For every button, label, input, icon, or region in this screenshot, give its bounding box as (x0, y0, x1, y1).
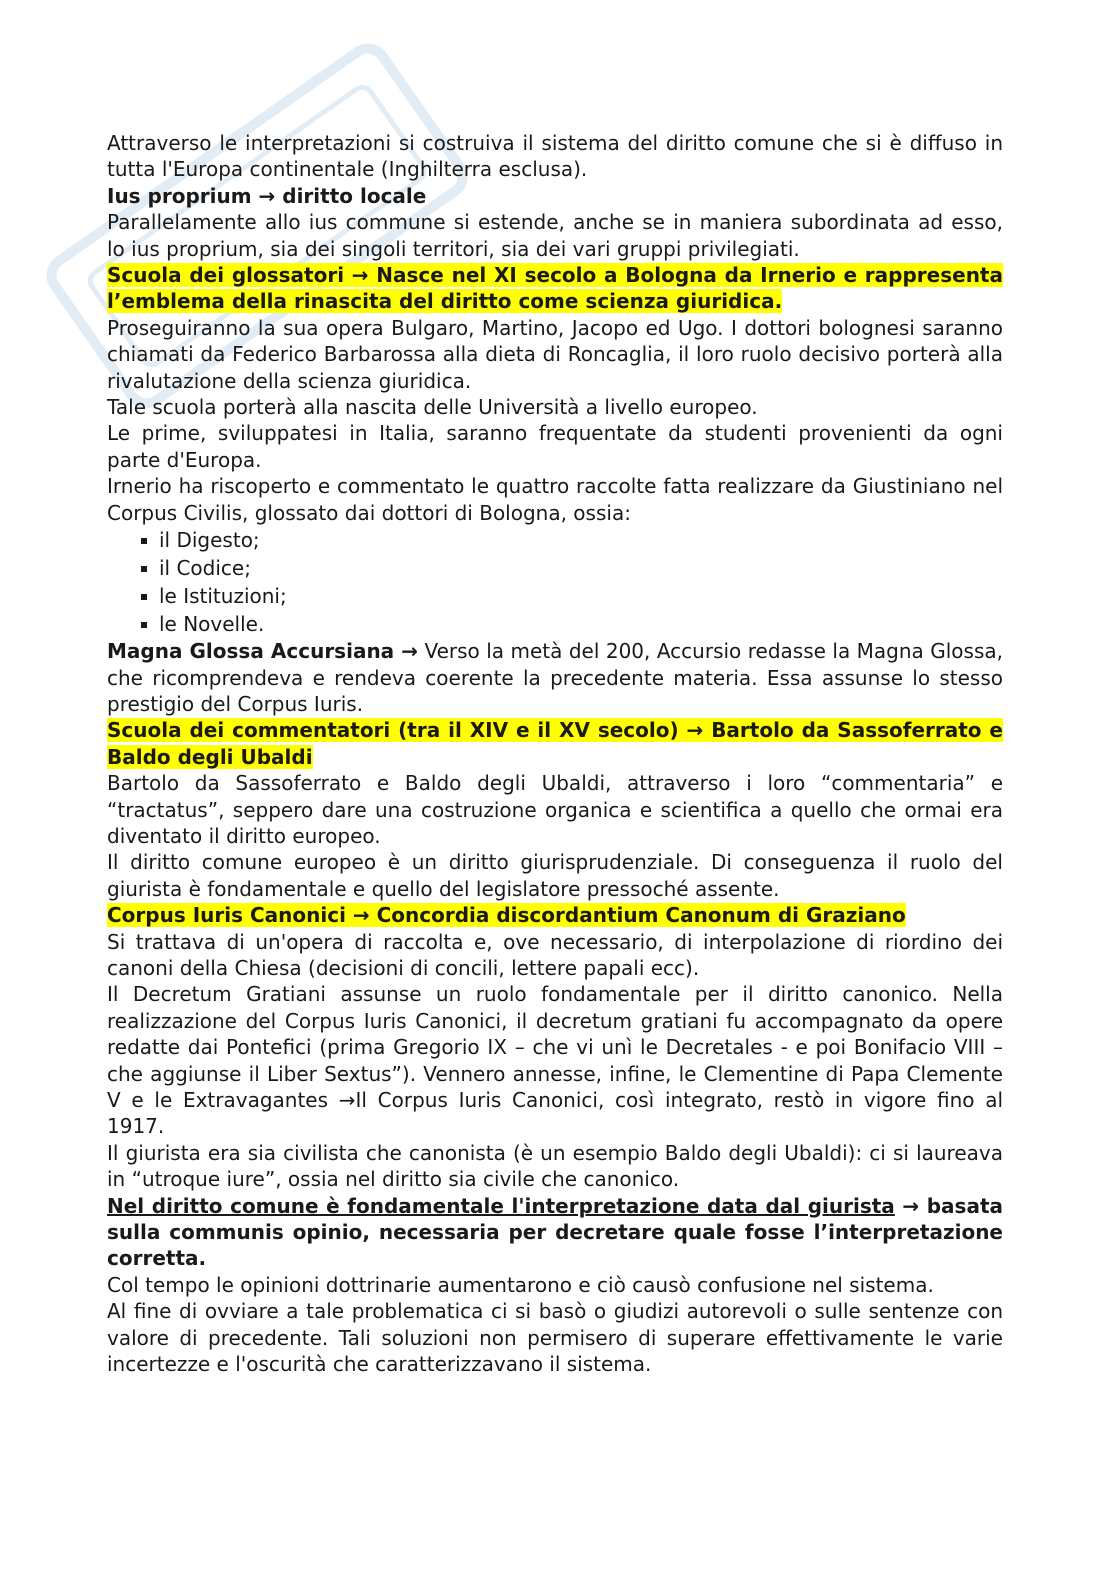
paragraph: Parallelamente allo ius commune si estende, anche se in maniera subordinata ad esso, lo ius proprium, sia dei singoli territori, sia dei vari gruppi privilegiati. (107, 210, 1003, 261)
paragraph: Il diritto comune europeo è un diritto giurisprudenziale. Di conseguenza il ruolo del giurista è fondamentale e quello del legislatore pressoché assente. (107, 850, 1003, 901)
paragraph: Il Decretum Gratiani assunse un ruolo fondamentale per il diritto canonico. Nella realizzazione del Corpus Iuris Canonici, il decretum gratiani fu accompagnato da opere redatte dai Pontefici (prima Gregorio IX – che vi unì le Decretales - e poi Bonifacio VIII – che aggiunse il Liber Sextus”). Vennero annesse, infine, le Clementine di Papa Clemente V e le Extravagantes →Il Corpus Iuris Canonici, così integrato, restò in vigore fino al 1917. (107, 982, 1003, 1139)
paragraph: Tale scuola porterà alla nascita delle Università a livello europeo. (107, 395, 758, 420)
heading-scuola-commentatori (107, 717, 1003, 770)
heading-text: → basata sulla communis opinio, necessaria per decretare quale fosse l’interpretazione corretta. (107, 1193, 1003, 1271)
paragraph-text: Verso la metà del 200, Accursio redasse la Magna Glossa, che ricomprendeva e rendeva coerente la precedente materia. Essa assunse lo stesso prestigio del Corpus Iuris. (107, 639, 1003, 716)
paragraph: Attraverso le interpretazioni si costruiva il sistema del diritto comune che si è diffuso in tutta l'Europa continentale (Inghilterra esclusa). (107, 131, 1003, 182)
paragraph: Proseguiranno la sua opera Bulgaro, Martino, Jacopo ed Ugo. I dottori bolognesi saranno chiamati da Federico Barbarossa alla dieta di Roncaglia, il loro ruolo decisivo porterà alla rivalutazione della scienza giuridica. (107, 315, 1003, 393)
paragraph: Il giurista era sia civilista che canonista (è un esempio Baldo degli Ubaldi): ci si laureava in “utroque iure”, ossia nel diritto sia civile che canonico. (107, 1140, 1003, 1192)
highlight: Corpus Iuris Canonici → Concordia discordantium Canonum di Graziano (107, 903, 906, 928)
heading-magna-glossa: Magna Glossa Accursiana → (107, 639, 418, 664)
highlight: Scuola dei glossatori → Nasce nel XI secolo a Bologna da Irnerio e rappresenta l’emblema della rinascita del diritto come scienza giuridica. (107, 263, 1003, 314)
paragraph: Al fine di ovviare a tale problematica ci si basò o giudizi autorevoli o sulle sentenze con valore di precedente. Tali soluzioni non permisero di superare effettivamente le varie incertezze e l'oscurità che caratterizzavano il sistema. (107, 1299, 1003, 1377)
paragraph: Col tempo le opinioni dottrinarie aumentarono e ciò causò confusione nel sistema. (107, 1272, 934, 1297)
paragraph: Si trattava di un'opera di raccolta e, ove necessario, di interpolazione di riordino dei canoni della Chiesa (decisioni di concili, lettere papali ecc). (107, 929, 1003, 980)
paragraph-magna-glossa (107, 638, 1003, 717)
list-item: le Istituzioni; (139, 582, 1003, 610)
heading-ius-proprium: Ius proprium → diritto locale (107, 183, 427, 208)
paragraph: Le prime, sviluppatesi in Italia, saranno frequentate da studenti provenienti da ogni parte d'Europa. (107, 421, 1003, 472)
paragraph: Bartolo da Sassoferrato e Baldo degli Ubaldi, attraverso i loro “commentaria” e “tractatus”, seppero dare una costruzione organica e scientifica a quello che ormai era diventato il diritto europeo. (107, 771, 1003, 848)
document-page (107, 130, 1003, 1377)
heading-corpus-iuris-canonici (107, 902, 1003, 928)
highlight: Scuola dei commentatori (tra il XIV e il XV secolo) → Bartolo da Sassoferrato e Baldo degli Ubaldi (107, 718, 1003, 769)
list-item: il Codice; (139, 554, 1003, 582)
list-item: le Novelle. (139, 610, 1003, 638)
heading-scuola-glossatori (107, 262, 1003, 315)
heading-diritto-comune (107, 1193, 1003, 1272)
paragraph: Irnerio ha riscoperto e commentato le quattro raccolte fatta realizzare da Giustiniano nel Corpus Civilis, glossato dai dottori di Bologna, ossia: (107, 474, 1003, 525)
underlined-text: Nel diritto comune è fondamentale l'interpretazione data dal giurista (107, 1193, 895, 1218)
bullet-list (107, 526, 1003, 638)
list-item: il Digesto; (139, 526, 1003, 554)
